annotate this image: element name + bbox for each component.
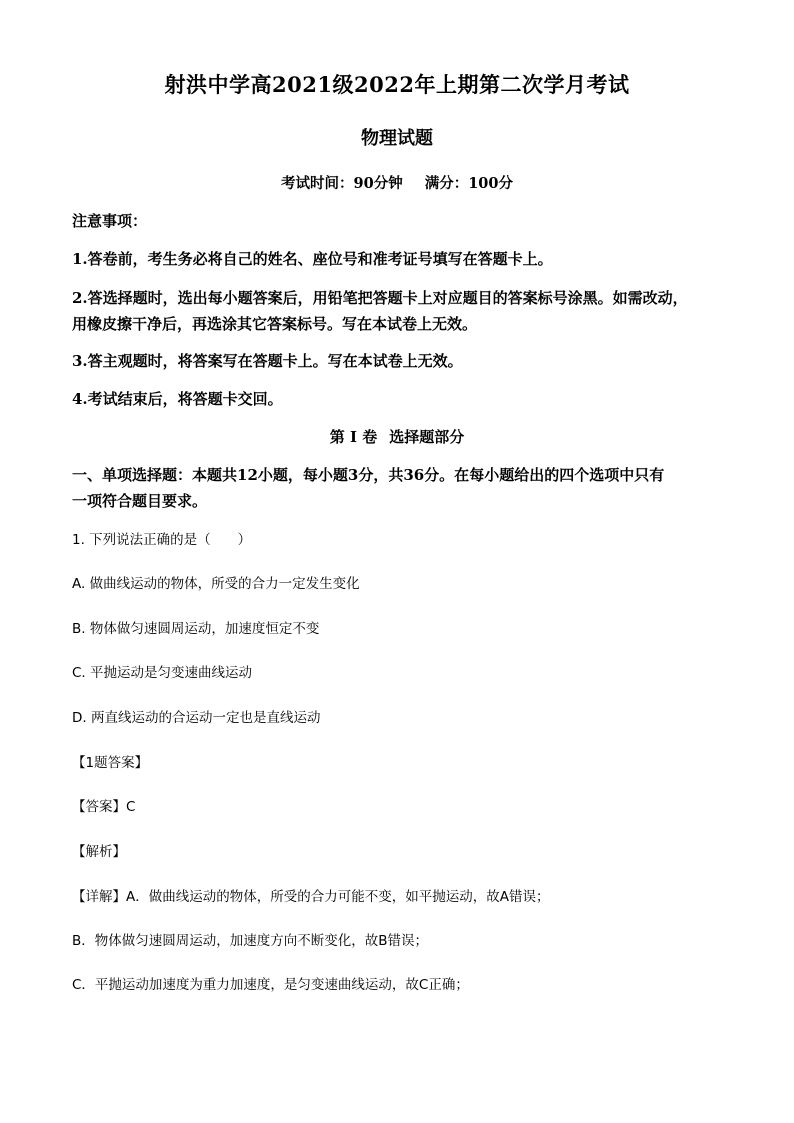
- part-name: 选择题部分: [389, 428, 465, 446]
- exam-meta: [0, 175, 794, 192]
- notice-item-3: 3.答主观题时，将答案写在答题卡上。写在本试卷上无效。: [72, 352, 463, 370]
- analysis-detail-1: 【详解】A．做曲线运动的物体，所受的合力可能不变，如平抛运动，故A错误；: [72, 889, 550, 905]
- exam-time: 考试时间：90分钟: [281, 175, 403, 192]
- analysis-detail-2: B．物体做匀速圆周运动，加速度方向不断变化，故B错误；: [72, 933, 429, 949]
- exam-title: 射洪中学高2021级2022年上期第二次学月考试: [164, 72, 630, 97]
- notice-item-2: 2.答选择题时，选出每小题答案后，用铅笔把答题卡上对应题目的答案标号涂黑。如需改动，: [72, 289, 688, 307]
- question-option-b: B. 物体做匀速圆周运动，加速度恒定不变: [72, 621, 320, 637]
- full-score: 满分：100分: [424, 175, 513, 192]
- notice-item-2-cont: 用橡皮擦干净后，再选涂其它答案标号。写在本试卷上无效。: [72, 315, 478, 333]
- notice-item-1: 1.答卷前，考生务必将自己的姓名、座位号和准考证号填写在答题卡上。: [72, 250, 553, 268]
- question-option-a: A. 做曲线运动的物体，所受的合力一定发生变化: [72, 576, 360, 592]
- answer: 【答案】C: [72, 799, 136, 815]
- analysis-tag: 【解析】: [72, 844, 126, 860]
- part-volume: 第 I 卷: [329, 428, 378, 446]
- answer-tag: 【1题答案】: [72, 755, 149, 771]
- notice-heading: 注意事项：: [72, 212, 148, 230]
- analysis-detail-3: C．平抛运动加速度为重力加速度，是匀变速曲线运动，故C正确；: [72, 977, 469, 993]
- part-heading: [0, 428, 794, 446]
- notice-item-4: 4.考试结束后，将答题卡交回。: [72, 390, 283, 408]
- question-option-d: D. 两直线运动的合运动一定也是直线运动: [72, 710, 321, 726]
- exam-subtitle: 物理试题: [361, 128, 433, 149]
- section-instructions-line-2: 一项符合题目要求。: [72, 492, 208, 510]
- question-option-c: C. 平抛运动是匀变速曲线运动: [72, 665, 253, 681]
- section-instructions-line-1: 一、单项选择题：本题共12小题，每小题3分，共36分。在每小题给出的四个选项中只有: [72, 466, 665, 484]
- question-stem: 1. 下列说法正确的是（ ）: [72, 532, 252, 548]
